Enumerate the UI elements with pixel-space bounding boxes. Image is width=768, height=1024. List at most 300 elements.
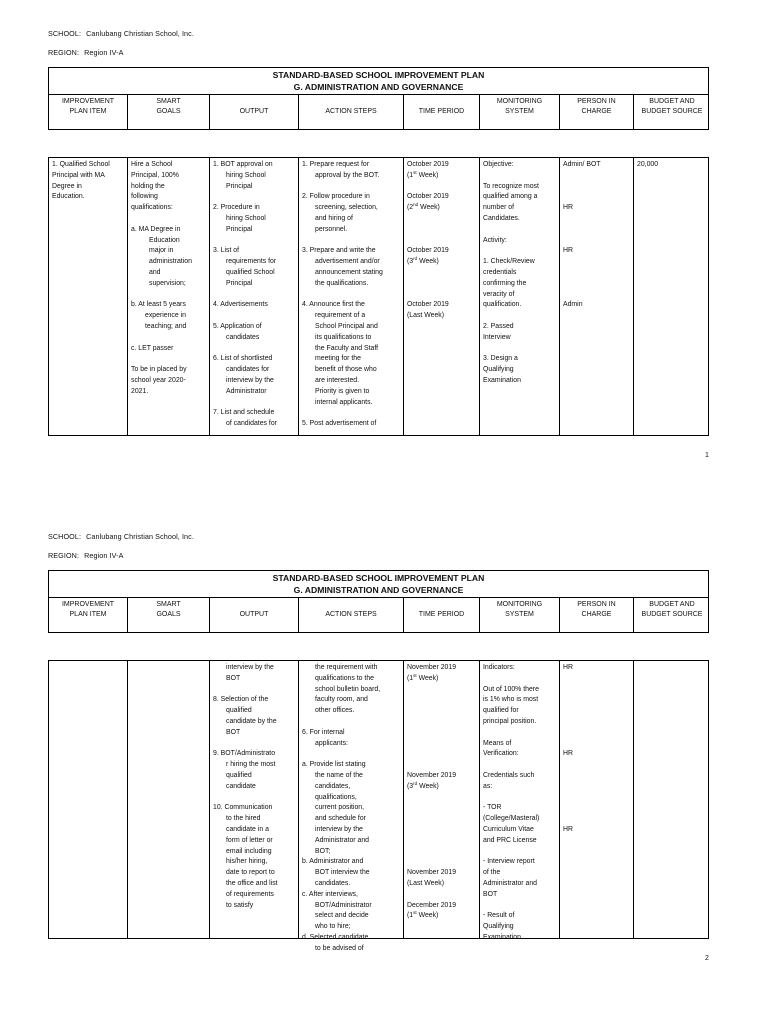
cell-line: to be advised of [315,944,364,952]
cell-line: and schedule for [315,815,366,823]
column-header-output [210,95,299,129]
cell-line: to the hired [226,815,261,823]
column-header-line: PERSON IN [577,98,616,105]
cell-line: 3. Prepare and write the [302,247,376,255]
column-header-line: IMPROVEMENT [61,98,115,105]
cell-line: (Last Week) [407,879,445,887]
cell-line: 10. Communication [213,804,273,812]
cell-line: candidate [226,782,256,790]
cell-line [563,739,631,750]
cell-line: 7. List and schedule [213,409,275,417]
cell-line: principal position. [483,717,537,725]
smart-goals-cell [128,661,210,938]
cell-line [563,268,631,279]
action-steps-cell [299,661,404,952]
cell-line: Objective: [483,161,514,168]
cell-line: Qualifying [483,366,514,374]
cell-line [483,246,557,257]
cell-line [407,857,477,868]
plan-title: STANDARD-BASED SCHOOL IMPROVEMENT PLAN [272,573,485,583]
time-period-cell [404,661,480,938]
school-value: Canlubang Christian School, Inc. [86,532,194,541]
cell-line: Administrator and [483,879,538,887]
cell-line: Education. [52,193,85,201]
column-header-line: ACTION STEPS [325,611,377,618]
cell-line: Interview [483,333,511,341]
cell-line: current position, [315,804,365,812]
cell-line: of requirements [226,890,274,898]
page-number: 2 [705,955,709,962]
cell-line: Principal with MA [52,171,105,179]
cell-line [407,268,477,279]
column-headers [49,597,708,632]
cell-line: candidates, [315,782,351,790]
cell-line [407,728,477,739]
cell-line: a. Provide list stating [302,761,366,769]
cell-line: the name of the [315,771,363,779]
school-value: Canlubang Christian School, Inc. [86,29,194,38]
cell-line [483,311,557,322]
cell-line: candidates. [315,879,351,887]
column-header-line: SYSTEM [505,108,534,115]
cell-line: hiring School [226,214,266,222]
column-header-smart-goals [128,95,210,129]
plan-subtitle: G. ADMINISTRATION AND GOVERNANCE [293,585,464,595]
cell-line: its qualifications to [315,333,372,341]
cell-line: HR [563,247,573,255]
region-value: Region IV-A [84,551,124,560]
cell-line: experience in [145,312,186,320]
cell-line [302,182,401,193]
cell-line: and PRC License [483,836,537,844]
cell-line: a. MA Degree in [131,225,181,233]
cell-line [563,706,631,717]
cell-line: 3. List of [213,247,240,255]
cell-line [563,257,631,268]
person-in-charge-cell [560,158,634,435]
cell-line: email including [226,847,272,855]
cell-line: Indicators: [483,664,515,671]
cell-line: BOT interview the [315,869,370,877]
page-number: 1 [705,452,709,459]
column-header-line: OUTPUT [239,108,269,115]
school-label: SCHOOL: [48,532,82,541]
cell-line [563,814,631,825]
cell-line: Means of [483,739,512,747]
cell-line: and [149,268,161,276]
cell-line: Qualifying [483,923,514,931]
cell-line [563,182,631,193]
cell-line [407,836,477,847]
cell-line: November 2019 [407,664,457,671]
cell-line: confirming the [483,279,527,287]
cell-line: benefit of those who [315,366,377,374]
cell-line [213,290,296,301]
cell-line: applicants: [315,739,348,747]
column-header-budget-and-budget-source [634,95,710,129]
column-header-line: GOALS [156,611,181,618]
cell-line: qualified School [226,268,275,276]
cell-line: d. Selected candidate [302,933,369,941]
cell-line: 6. List of shortlisted [213,355,273,363]
cell-line: meeting for the [315,355,361,363]
cell-line: hiring School [226,171,266,179]
cell-line: administration [149,258,192,266]
cell-line: Admin/ BOT [563,161,601,168]
cell-line: BOT [226,674,241,682]
cell-line [563,290,631,301]
output-cell [210,661,299,938]
cell-line [407,793,477,804]
cell-line: (3rd Week) [407,256,439,266]
column-header-improvement-plan-item [49,598,128,632]
cell-line [131,214,207,225]
plan-header-table [48,570,709,633]
cell-line: other offices. [315,707,355,715]
cell-line: select and decide [315,912,369,920]
cell-line: Verification: [483,750,519,758]
cell-line: teaching; and [145,322,187,330]
cell-line: holding the [131,182,165,190]
cell-line: qualification. [483,301,522,309]
cell-line: 1. Check/Review [483,258,535,266]
cell-line: approval by the BOT. [315,171,380,179]
document-page-2 [0,503,768,1015]
cell-line [131,290,207,301]
plan-title: STANDARD-BASED SCHOOL IMPROVEMENT PLAN [272,70,485,80]
cell-line: Activity: [483,236,507,244]
cell-line [407,279,477,290]
column-header-line: CHARGE [581,611,612,618]
column-header-budget-and-budget-source [634,598,710,632]
cell-line: 20,000 [637,161,659,168]
cell-line: form of letter or [226,836,273,844]
cell-line: b. At least 5 years [131,301,186,309]
cell-line: Principal, 100% [131,171,179,179]
cell-line: Hire a School [131,161,173,168]
cell-line [213,793,296,804]
cell-line [213,311,296,322]
plan-subtitle: G. ADMINISTRATION AND GOVERNANCE [293,82,464,92]
cell-line [213,685,296,696]
cell-line: Priority is given to [315,387,370,395]
cell-line [131,354,207,365]
cell-line: is 1% who is most [483,696,539,704]
cell-line: are interested. [315,376,360,384]
cell-line [407,717,477,728]
plan-body-table [48,157,709,436]
cell-line: qualified [226,707,252,715]
school-line [48,29,194,40]
cell-line [213,192,296,203]
region-value: Region IV-A [84,48,124,57]
cell-line [563,236,631,247]
cell-line [407,739,477,750]
improvement-plan-item-cell [49,661,128,938]
region-line [48,48,124,59]
column-header-line: SMART [156,601,181,608]
column-header-improvement-plan-item [49,95,128,129]
cell-line: Admin [563,301,583,309]
cell-line: 5. Post advertisement of [302,420,377,428]
column-header-line: IMPROVEMENT [61,601,115,608]
cell-line [563,695,631,706]
cell-line: the qualifications. [315,279,369,287]
column-header-monitoring-system [480,95,560,129]
cell-line: following [131,193,158,201]
cell-line: qualified [226,771,252,779]
budget-cell [634,661,710,938]
cell-line [483,171,557,182]
cell-line [302,408,401,419]
output-cell [210,158,299,435]
cell-line [483,728,557,739]
column-header-line: MONITORING [496,601,543,608]
cell-line: 2. Procedure in [213,204,260,212]
cell-line: faculty room, and [315,696,368,704]
time-period-cell [404,158,480,435]
cell-line: November 2019 [407,869,457,877]
action-steps-cell [299,158,404,435]
cell-line: and hiring of [315,214,353,222]
cell-line [407,803,477,814]
cell-line: 2021. [131,387,149,395]
column-header-person-in-charge [560,95,634,129]
cell-line: internal applicants. [315,398,373,406]
cell-line: qualified for [483,707,519,715]
cell-line: Examination [483,933,521,941]
cell-line [407,182,477,193]
cell-line [407,706,477,717]
cell-line: qualifications: [131,204,173,212]
cell-line: qualifications, [315,793,357,801]
cell-line: candidates for [226,366,270,374]
column-header-line: ACTION STEPS [325,108,377,115]
cell-line [563,793,631,804]
column-header-line: BUDGET SOURCE [641,108,703,115]
cell-line: 4. Announce first the [302,301,365,309]
cell-line: r hiring the most [226,761,276,769]
column-header-output [210,598,299,632]
column-header-action-steps [299,95,404,129]
monitoring-system-cell [480,661,560,941]
cell-line [407,685,477,696]
cell-line: qualifications to the [315,674,374,682]
cell-line: candidates [226,333,260,341]
cell-line [407,825,477,836]
cell-line: Administrator [226,387,267,395]
region-line [48,551,124,562]
cell-line [563,782,631,793]
cell-line: interview by the [226,376,274,384]
cell-line: - Interview report [483,858,535,866]
cell-line: advertisement and/or [315,258,380,266]
column-header-line: PLAN ITEM [69,108,107,115]
column-header-line: SMART [156,98,181,105]
column-header-line: BUDGET SOURCE [641,611,703,618]
cell-line [302,290,401,301]
cell-line: HR [563,664,573,671]
cell-line: school bulletin board, [315,685,381,693]
column-header-line: OUTPUT [239,611,269,618]
cell-line: c. LET passer [131,344,174,352]
cell-line: 2. Follow procedure in [302,193,370,201]
cell-line: HR [563,825,573,833]
cell-line: BOT; [315,847,331,855]
cell-line: (Last Week) [407,312,445,320]
cell-line [483,674,557,685]
region-label: REGION: [48,551,80,560]
cell-line [407,749,477,760]
cell-line [483,847,557,858]
cell-line: the requirement with [315,664,378,671]
column-header-line: GOALS [156,108,181,115]
cell-line: Candidates. [483,214,520,222]
cell-line [563,214,631,225]
cell-line: announcement stating [315,268,383,276]
cell-line [407,760,477,771]
cell-line [213,236,296,247]
cell-line: personnel. [315,225,348,233]
cell-line: requirements for [226,258,277,266]
column-header-smart-goals [128,598,210,632]
cell-line: number of [483,204,515,212]
cell-line [483,225,557,236]
cell-line: (1st Week) [407,169,439,179]
cell-line: Principal [226,279,253,287]
monitoring-system-cell [480,158,560,435]
cell-line: requirement of a [315,312,366,320]
cell-line [407,847,477,858]
cell-line: the office and list [226,879,278,887]
column-headers [49,94,708,129]
cell-line: Degree in [52,182,82,190]
cell-line [563,171,631,182]
cell-line [302,749,401,760]
cell-line [407,214,477,225]
cell-line [213,344,296,355]
column-header-line: CHARGE [581,108,612,115]
cell-line: October 2019 [407,301,449,309]
cell-line: the Faculty and Staff [315,344,379,352]
cell-line: major in [149,247,174,255]
cell-line: October 2019 [407,193,449,201]
cell-line [563,225,631,236]
cell-line [483,760,557,771]
cell-line [407,225,477,236]
cell-line: HR [563,750,573,758]
cell-line [407,814,477,825]
cell-line: 1. Prepare request for [302,161,370,168]
plan-body-table [48,660,709,952]
cell-line: 3. Design a [483,355,518,363]
cell-line: to satisfy [226,901,254,909]
cell-line: To recognize most [483,182,539,190]
cell-line [483,901,557,912]
column-header-line: PLAN ITEM [69,611,107,618]
cell-line [483,344,557,355]
cell-line: HR [563,204,573,212]
cell-line: b. Administrator and [302,858,364,866]
cell-line: school year 2020- [131,376,186,384]
school-label: SCHOOL: [48,29,82,38]
region-label: REGION: [48,48,80,57]
cell-line: (College/Masteral) [483,815,540,823]
cell-line: 4. Advertisements [213,301,268,309]
cell-line: of the [483,869,501,877]
cell-line [302,717,401,728]
cell-line: (2nd Week) [407,202,440,212]
cell-line: School Principal and [315,322,378,330]
cell-line: Education [149,236,180,244]
cell-line [213,739,296,750]
cell-line [563,192,631,203]
school-line [48,532,194,543]
cell-line [483,793,557,804]
cell-line [407,890,477,901]
column-header-line: BUDGET AND [649,601,695,608]
cell-line: 2. Passed [483,322,514,330]
cell-line: Principal [226,225,253,233]
cell-line: candidate in a [226,825,269,833]
column-header-person-in-charge [560,598,634,632]
cell-line: November 2019 [407,771,457,779]
column-header-line: TIME PERIOD [418,108,465,115]
column-header-line: MONITORING [496,98,543,105]
cell-line [563,674,631,685]
cell-line [563,728,631,739]
cell-line: candidate by the [226,717,277,725]
column-header-line: TIME PERIOD [418,611,465,618]
cell-line [563,279,631,290]
cell-line: December 2019 [407,901,457,909]
cell-line: screening, selection, [315,204,378,212]
column-header-line: PERSON IN [577,601,616,608]
cell-line [407,695,477,706]
cell-line [563,803,631,814]
cell-line: 1. BOT approval on [213,161,273,168]
cell-line: interview by the [315,825,363,833]
cell-line: October 2019 [407,247,449,255]
cell-line: (3rd Week) [407,780,439,790]
cell-line: 5. Application of [213,322,262,330]
cell-line: Principal [226,182,253,190]
cell-line [563,771,631,782]
cell-line: of candidates for [226,420,277,428]
cell-line: c. After interviews, [302,890,358,898]
cell-line [563,760,631,771]
cell-line: BOT [483,890,498,898]
cell-line [302,236,401,247]
cell-line: Administrator and [315,836,370,844]
cell-line: (1st Week) [407,910,439,920]
smart-goals-cell [128,158,210,435]
cell-line [563,717,631,728]
cell-line: Examination [483,376,521,384]
plan-header-table [48,67,709,130]
column-header-time-period [404,95,480,129]
cell-line: 1. Qualified School [52,161,110,168]
improvement-plan-item-cell [49,158,128,435]
column-header-line: SYSTEM [505,611,534,618]
cell-line [407,290,477,301]
cell-line: 6. For internal [302,728,345,736]
cell-line: Curriculum Vitae [483,825,534,833]
cell-line: who to hire; [315,923,351,931]
cell-line: October 2019 [407,161,449,168]
cell-line [131,333,207,344]
column-header-monitoring-system [480,598,560,632]
